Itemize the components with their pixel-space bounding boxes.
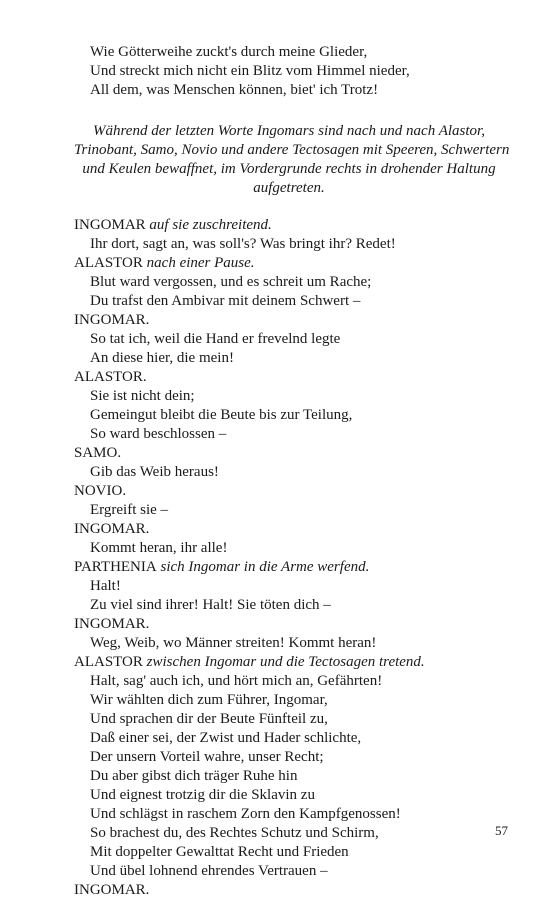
verse-line: Wir wählten dich zum Führer, Ingomar, — [90, 692, 328, 708]
verse-line: Ergreift sie – — [90, 502, 169, 518]
speaker-line — [74, 444, 504, 463]
verse-line: Du trafst den Ambivar mit deinem Schwert – — [90, 293, 361, 309]
speaker-name: INGOMAR. — [74, 521, 150, 537]
verse-line: Halt! — [90, 578, 121, 594]
speaker-line — [74, 615, 504, 634]
stage-direction-inline: auf sie zuschreitend. — [145, 217, 272, 233]
speaker-name: INGOMAR — [74, 217, 146, 233]
stage-direction-line: aufgetreten. — [253, 180, 325, 196]
verse-line: An diese hier, die mein! — [90, 350, 234, 366]
speaker-name: ALASTOR — [74, 255, 143, 271]
verse-line: So tat ich, weil die Hand er frevelnd legte — [90, 331, 341, 347]
verse-line: Gib das Weib heraus! — [90, 464, 219, 480]
speaker-line — [74, 482, 504, 501]
stage-direction-inline: zwischen Ingomar und die Tectosagen tretend. — [142, 654, 425, 670]
verse-line: Gemeingut bleibt die Beute bis zur Teilung, — [90, 407, 353, 423]
verse-line: Der unsern Vorteil wahre, unser Recht; — [90, 749, 324, 765]
verse-line: Sie ist nicht dein; — [90, 388, 195, 404]
speaker-line — [74, 558, 504, 577]
speaker-line — [74, 881, 504, 900]
stage-direction-inline: nach einer Pause. — [142, 255, 255, 271]
verse-line: Du aber gibst dich träger Ruhe hin — [90, 768, 298, 784]
speaker-name: ALASTOR. — [74, 369, 147, 385]
speaker-name: SAMO. — [74, 445, 122, 461]
stage-direction-line: Trinobant, Samo, Novio und andere Tectosagen mit Speeren, Schwertern — [74, 142, 510, 158]
page-content — [74, 43, 510, 900]
speaker-line — [74, 653, 504, 672]
speaker-line — [74, 254, 504, 273]
verse-line: Und übel lohnend ehrendes Vertrauen – — [90, 863, 328, 879]
verse-line: Kommt heran, ihr alle! — [90, 540, 228, 556]
speaker-line — [74, 311, 504, 330]
speaker-line — [74, 216, 504, 235]
verse-top — [74, 43, 504, 100]
verse-line: All dem, was Menschen können, biet' ich Trotz! — [90, 82, 379, 98]
verse-line: Daß einer sei, der Zwist und Hader schlichte, — [90, 730, 362, 746]
verse-line: Mit doppelter Gewalttat Recht und Frieden — [90, 844, 349, 860]
stage-direction-inline: sich Ingomar in die Arme werfend. — [156, 559, 370, 575]
verse-line: Und eignest trotzig dir die Sklavin zu — [90, 787, 315, 803]
dialogue — [74, 216, 504, 900]
speaker-line — [74, 368, 504, 387]
speaker-name: INGOMAR. — [74, 616, 150, 632]
verse-line: Ihr dort, sagt an, was soll's? Was bringt ihr? Redet! — [90, 236, 396, 252]
speaker-name: NOVIO. — [74, 483, 127, 499]
verse-line: Blut ward vergossen, und es schreit um Rache; — [90, 274, 372, 290]
stage-direction-line: und Keulen bewaffnet, im Vordergrunde rechts in drohender Haltung — [82, 161, 496, 177]
speaker-name: INGOMAR. — [74, 312, 150, 328]
speaker-line — [74, 520, 504, 539]
verse-line: Wie Götterweihe zuckt's durch meine Glieder, — [90, 44, 368, 60]
verse-line: Und sprachen dir der Beute Fünfteil zu, — [90, 711, 328, 727]
verse-line: Halt, sag' auch ich, und hört mich an, Gefährten! — [90, 673, 383, 689]
verse-line: Und streckt mich nicht ein Blitz vom Himmel nieder, — [90, 63, 410, 79]
speaker-name: ALASTOR — [74, 654, 143, 670]
verse-line: Zu viel sind ihrer! Halt! Sie töten dich – — [90, 597, 331, 613]
speaker-name: INGOMAR. — [74, 882, 150, 898]
verse-line: Und schlägst in raschem Zorn den Kampfgenossen! — [90, 806, 401, 822]
page-number: 57 — [495, 823, 508, 838]
speaker-name: PARTHENIA — [74, 559, 157, 575]
stage-direction — [74, 122, 510, 198]
verse-line: Weg, Weib, wo Männer streiten! Kommt heran! — [90, 635, 377, 651]
stage-direction-line: Während der letzten Worte Ingomars sind nach und nach Alastor, — [93, 123, 485, 139]
verse-line: So ward beschlossen – — [90, 426, 227, 442]
verse-line: So brachest du, des Rechtes Schutz und Schirm, — [90, 825, 379, 841]
